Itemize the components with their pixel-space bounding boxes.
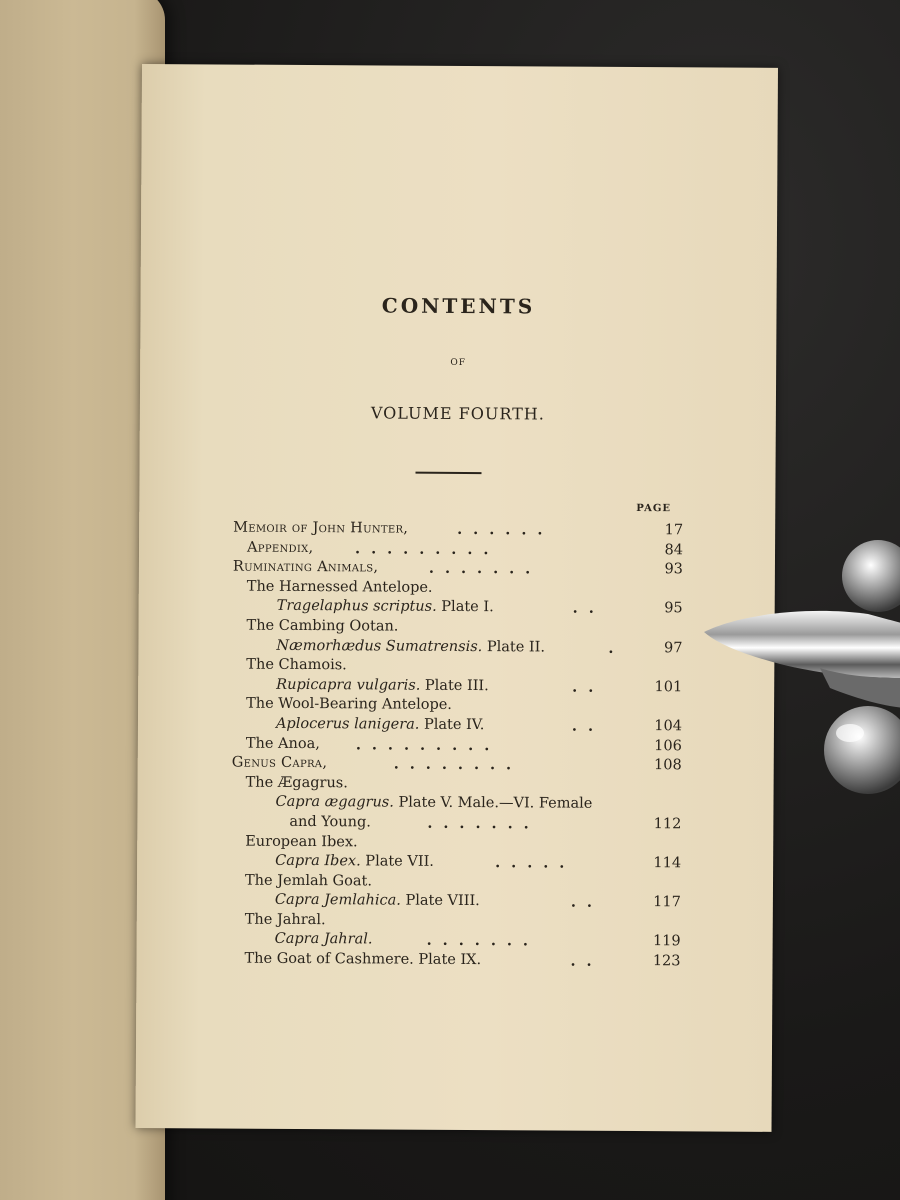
toc-leader-dots: ..... — [495, 854, 576, 872]
toc-plate: Plate III. — [424, 677, 489, 694]
toc-page-number: 97 — [663, 639, 683, 656]
contents-of: OF — [450, 357, 467, 368]
volume-title: VOLUME FOURTH. — [370, 403, 545, 424]
toc-entry — [233, 617, 683, 639]
toc-plate: Plate IX. — [418, 951, 482, 969]
toc-entry-text: The Goat of Cashmere. — [244, 950, 414, 968]
toc-entry — [233, 538, 683, 560]
toc-plate: Plate V. Male.—VI. Female — [398, 794, 593, 813]
toc-species-name: Capra Jahral. — [274, 931, 373, 948]
book-page — [136, 64, 778, 1132]
toc-plate: Plate IV. — [423, 716, 485, 734]
toc-entry-text: The Jemlah Goat. — [244, 872, 373, 890]
toc-leader-dots: .. — [570, 952, 603, 970]
toc-entry — [233, 519, 683, 541]
toc-entry-text: The Chamois. — [246, 656, 347, 674]
toc-page-number: 112 — [653, 816, 682, 833]
toc-page-number: 95 — [664, 600, 683, 617]
toc-plate: Plate I. — [441, 599, 494, 616]
toc-entry — [232, 675, 682, 697]
toc-leader-dots: .. — [570, 893, 604, 912]
page-column-heading: PAGE — [636, 503, 672, 515]
toc-leader-dots: ......... — [354, 539, 500, 558]
toc-page-number: 117 — [653, 894, 681, 911]
toc-leader-dots: .. — [572, 678, 605, 696]
toc-plate: Plate VII. — [365, 853, 434, 870]
fleur-de-lis-bookmark-icon — [700, 528, 900, 818]
toc-entry — [231, 891, 681, 913]
toc-leader-dots: .. — [571, 717, 605, 735]
toc-species-name: Capra Jemlahica. — [274, 892, 401, 909]
toc-page-number: 123 — [652, 953, 681, 970]
toc-entry — [231, 910, 681, 932]
toc-entry — [232, 695, 682, 717]
toc-entry — [232, 656, 682, 678]
toc-leader-dots: ......... — [355, 735, 501, 754]
toc-page-number: 93 — [664, 561, 683, 578]
toc-page-number: 101 — [654, 678, 683, 696]
toc-plate: Plate VIII. — [405, 892, 480, 910]
toc-entry — [231, 852, 681, 874]
toc-leader-dots: ....... — [426, 932, 540, 950]
toc-entry — [233, 577, 683, 599]
toc-entry — [232, 773, 682, 795]
toc-entry — [232, 734, 682, 756]
toc-page-number: 17 — [664, 522, 684, 539]
toc-leader-dots: .. — [572, 600, 605, 618]
page-content — [136, 64, 778, 1132]
toc-entry-text: The Cambing Ootan. — [246, 617, 399, 635]
toc-entry-text: The Ægagrus. — [245, 774, 348, 791]
toc-entry — [231, 832, 681, 854]
title-rule — [416, 472, 482, 474]
contents-title: CONTENTS — [381, 293, 536, 319]
toc-page-number: 106 — [654, 737, 682, 754]
toc-species-name: Capra ægagrus. — [275, 794, 394, 811]
toc-page-number: 119 — [652, 933, 681, 950]
toc-entry-text: The Harnessed Antelope. — [246, 578, 433, 596]
toc-entry-text: Ruminating Animals, — [232, 558, 379, 576]
toc-leader-dots: ........ — [393, 755, 523, 774]
toc-leader-dots: ....... — [427, 814, 540, 833]
toc-entry-text: Appendix, — [247, 539, 314, 556]
toc-entry — [231, 793, 681, 815]
toc-page-number: 108 — [653, 757, 682, 774]
toc-species-name: Capra Ibex. — [275, 852, 361, 870]
toc-entry — [233, 597, 683, 619]
toc-entry-text: The Anoa, — [245, 735, 320, 752]
toc-entry — [232, 754, 682, 776]
toc-list — [230, 519, 683, 972]
toc-leader-dots: ...... — [457, 520, 554, 539]
toc-entry — [231, 871, 681, 893]
toc-species-name: Tragelaphus scriptus. — [276, 598, 437, 616]
toc-entry-text: Genus Capra, — [231, 754, 328, 772]
toc-entry — [233, 558, 683, 580]
toc-entry — [232, 714, 682, 736]
toc-entry — [230, 950, 680, 972]
toc-entry-text: The Wool-Bearing Antelope. — [246, 695, 452, 714]
toc-plate: Plate II. — [486, 638, 546, 656]
toc-entry-text: and Young. — [289, 813, 371, 831]
toc-species-name: Rupicapra vulgaris. — [276, 676, 421, 694]
toc-entry — [232, 636, 682, 658]
toc-species-name: Aplocerus lanigera. — [275, 715, 420, 733]
toc-entry-text: The Jahral. — [244, 911, 326, 929]
toc-leader-dots: ....... — [428, 559, 542, 578]
toc-entry-text: European Ibex. — [245, 833, 358, 850]
toc-page-number: 104 — [654, 718, 683, 735]
toc-species-name: Næmorhædus Sumatrensis. — [276, 637, 483, 655]
toc-entry — [231, 930, 681, 952]
toc-page-number: 84 — [664, 541, 684, 558]
toc-entry — [231, 812, 681, 834]
toc-leader-dots: . — [608, 639, 625, 657]
toc-entry-text: Memoir of John Hunter, — [233, 519, 409, 537]
toc-page-number: 114 — [653, 855, 682, 872]
